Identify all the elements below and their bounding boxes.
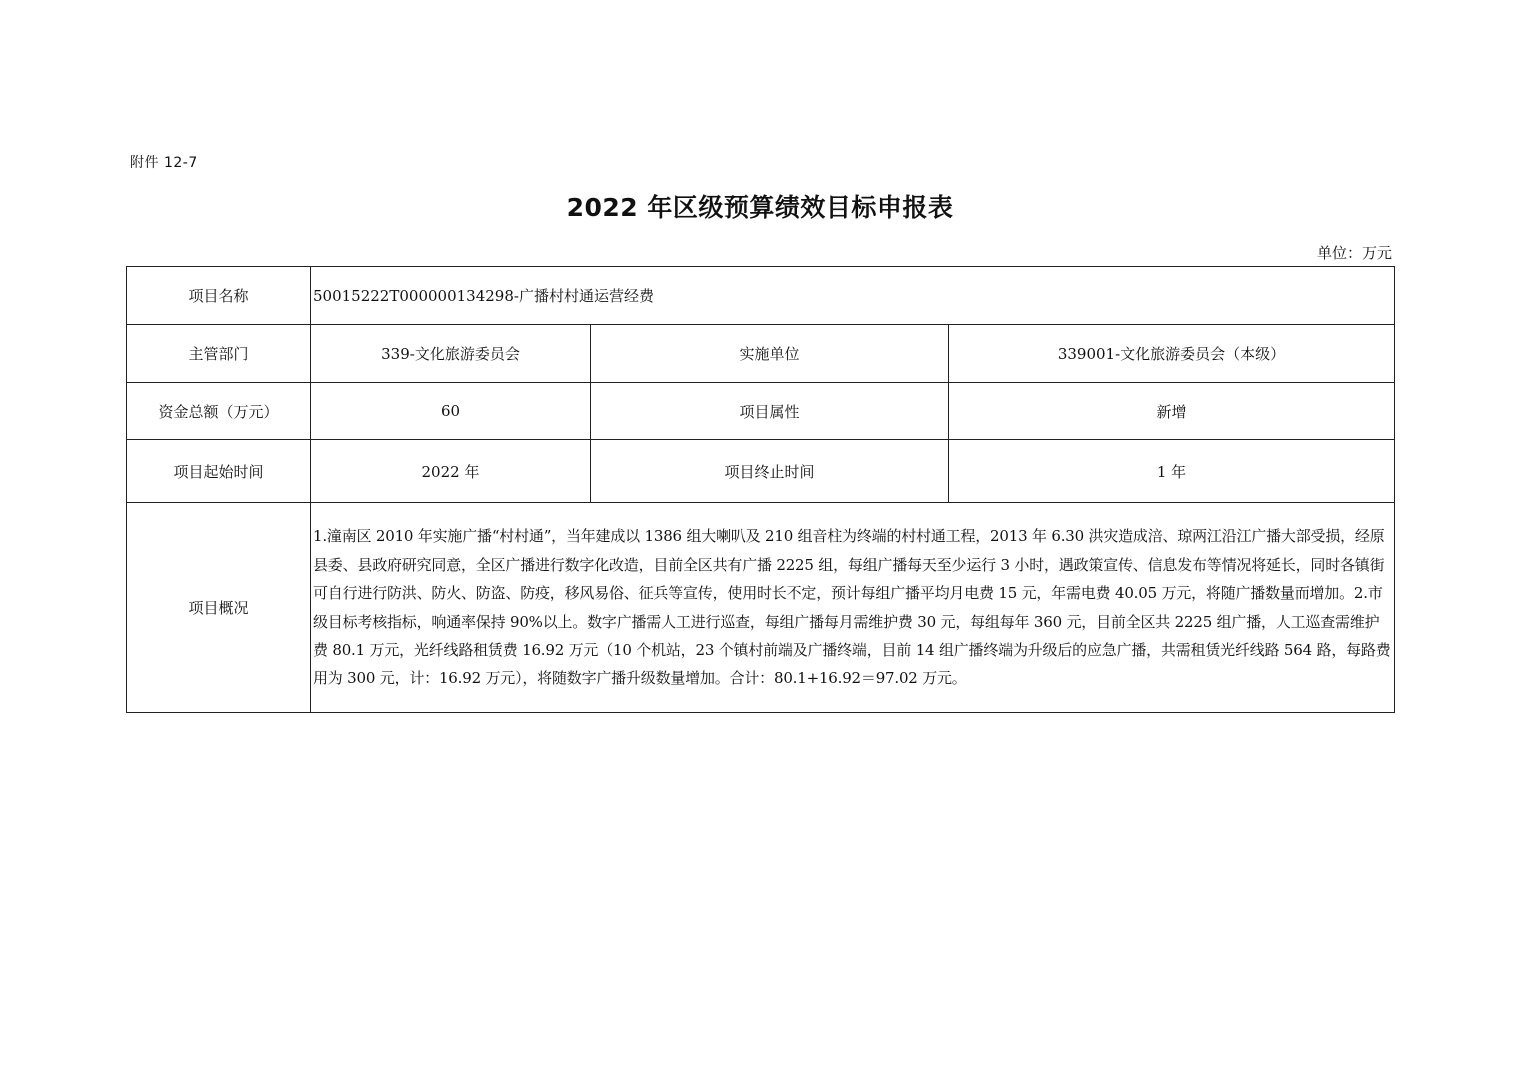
- start-time-label: 项目起始时间: [127, 440, 311, 503]
- budget-performance-table: [126, 266, 1395, 713]
- implementing-unit-label: 实施单位: [591, 325, 949, 383]
- overview-label: 项目概况: [127, 503, 311, 713]
- table-row: [127, 267, 1395, 325]
- department-value: 339-文化旅游委员会: [311, 325, 591, 383]
- total-funds-value: 60: [311, 383, 591, 440]
- department-label: 主管部门: [127, 325, 311, 383]
- page-title: 2022 年区级预算绩效目标申报表: [566, 193, 954, 222]
- project-name-label: 项目名称: [127, 267, 311, 325]
- implementing-unit-value: 339001-文化旅游委员会（本级）: [949, 325, 1395, 383]
- table-row: [127, 440, 1395, 503]
- end-time-label: 项目终止时间: [591, 440, 949, 503]
- attachment-label: 附件 12-7: [130, 155, 198, 171]
- overview-text: 1.潼南区 2010 年实施广播“村村通”，当年建成以 1386 组大喇叭及 210 组音柱为终端的村村通工程，2013 年 6.30 洪灾造成涪、琼两江沿江广播大部受损，经原县委、县政府研究同意，全区广播进行数字化改造，目前全区共有广播 2225 组，每组广播每天至少运行 3 小时，遇政策宣传、信息发布等情况将延长，同时各镇街可自行进行防洪、防火、防盗、防疫，移风易俗、征兵等宣传，使用时长不定，预计每组广播平均月电费 15 元，年需电费 40.05 万元，将随广播数量而增加。2.市级目标考核指标，响通率保持 90%以上。数字广播需人工进行巡查，每组广播每月需维护费 30 元，每组每年 360 元，目前全区共 2225 组广播，人工巡查需维护费 80.1 万元，光纤线路租赁费 16.92 万元（10 个机站，23 个镇村前端及广播终端，目前 14 组广播终端为升级后的应急广播，共需租赁光纤线路 564 路，每路费用为 300 元，计：16.92 万元），将随数字广播升级数量增加。合计：80.1+16.92＝97.02 万元。: [311, 503, 1395, 713]
- project-attribute-value: 新增: [949, 383, 1395, 440]
- table-row: [127, 383, 1395, 440]
- project-name-value: 50015222T000000134298-广播村村通运营经费: [311, 267, 1395, 325]
- end-time-value: 1 年: [949, 440, 1395, 503]
- start-time-value: 2022 年: [311, 440, 591, 503]
- project-attribute-label: 项目属性: [591, 383, 949, 440]
- table-row: [127, 503, 1395, 713]
- total-funds-label: 资金总额（万元）: [127, 383, 311, 440]
- unit-label: 单位：万元: [1316, 244, 1392, 262]
- table-row: [127, 325, 1395, 383]
